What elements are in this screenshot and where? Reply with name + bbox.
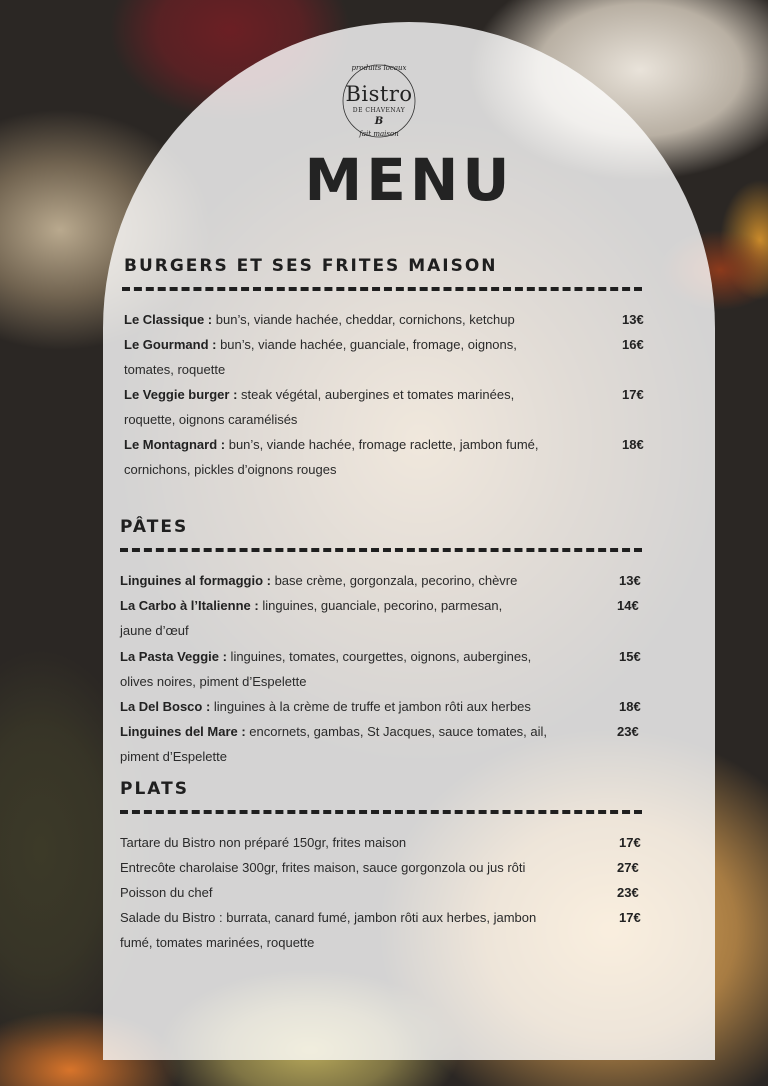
menu-item: La Carbo à l’Italienne : linguines, guanciale, pecorino, parmesan, jaune d’œuf [120,598,503,638]
item-price: 23€ [617,724,639,739]
menu-item: Salade du Bistro : burrata, canard fumé, jambon rôti aux herbes, jambon fumé, tomates marinées, roquette [120,910,537,950]
section-divider [122,287,642,291]
item-price: 18€ [619,699,641,714]
section-heading-burgers: BURGERS ET SES FRITES MAISON [124,256,498,276]
item-price: 17€ [619,910,641,925]
logo-subtitle: DE CHAVENAY [352,107,406,114]
page-title: MENU [304,146,514,214]
item-price: 14€ [617,598,639,613]
menu-item: La Pasta Veggie : linguines, tomates, courgettes, oignons, aubergines, olives noires, piment d’Espelette [120,649,532,689]
logo-top-text: produits locaux [351,64,407,72]
logo-name: Bistro [345,82,413,106]
menu-item: Poisson du chef [120,885,213,900]
section-divider [120,548,642,552]
item-price: 17€ [619,835,641,850]
logo-monogram: B [374,116,384,127]
item-price: 17€ [622,387,644,402]
section-heading-plats: PLATS [120,779,189,799]
bistro-logo [336,58,422,144]
item-price: 15€ [619,649,641,664]
menu-item: Linguines del Mare : encornets, gambas, St Jacques, sauce tomates, ail, piment d’Espelette [120,724,548,764]
menu-item: Le Montagnard : bun’s, viande hachée, fromage raclette, jambon fumé, cornichons, pickles d’oignons rouges [124,437,539,477]
section-divider [120,810,642,814]
logo-bottom-text: fait maison [359,130,399,138]
menu-item: Le Veggie burger : steak végétal, aubergines et tomates marinées, roquette, oignons caramélisés [124,387,515,427]
section-heading-pates: PÂTES [120,517,189,537]
item-price: 27€ [617,860,639,875]
item-price: 16€ [622,337,644,352]
item-price: 13€ [622,312,644,327]
item-price: 13€ [619,573,641,588]
menu-item: Le Classique : bun’s, viande hachée, cheddar, cornichons, ketchup [124,312,515,327]
menu-item: La Del Bosco : linguines à la crème de truffe et jambon rôti aux herbes [120,699,531,714]
menu-item: Le Gourmand : bun’s, viande hachée, guanciale, fromage, oignons, tomates, roquette [124,337,517,377]
menu-item: Linguines al formaggio : base crème, gorgonzala, pecorino, chèvre [120,573,518,588]
item-price: 23€ [617,885,639,900]
menu-item: Entrecôte charolaise 300gr, frites maison, sauce gorgonzola ou jus rôti [120,860,526,875]
item-price: 18€ [622,437,644,452]
menu-item: Tartare du Bistro non préparé 150gr, frites maison [120,835,407,850]
